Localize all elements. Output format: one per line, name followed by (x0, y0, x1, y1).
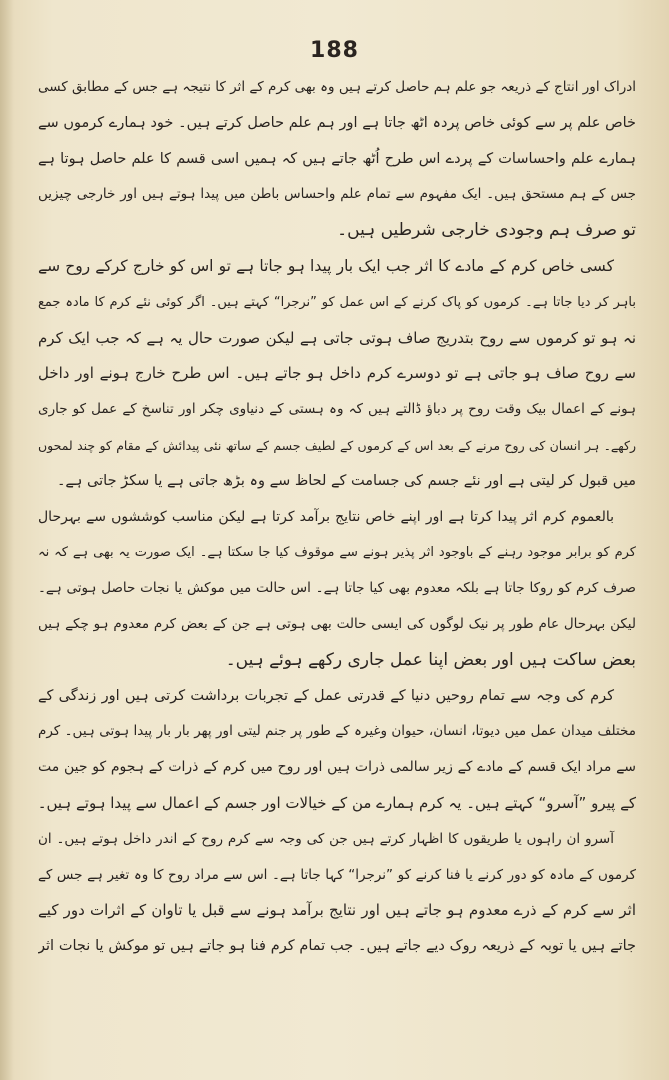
text-line: کرم کی وجہ سے تمام روحیں دنیا کے قدرتی عمل کے تجربات برداشت کرتی ہیں اور زندگی کے (38, 687, 614, 704)
text-line: سے مراد ایک قسم کے مادے کے زیر سالمی ذرات ہیں اور روح میں کرم کے ذرات کے ہجوم کو جین مت (38, 759, 636, 776)
page-spine-shadow (0, 0, 14, 1080)
text-line: بالعموم کرم اثر پیدا کرتا ہے اور اپنے خاص نتایج برآمد کرتا ہے لیکن مناسب کوششوں سے بہرحال (38, 508, 614, 525)
text-line: رکھے۔ ہر انسان کی روح مرنے کے بعد اس کے کرموں کے لطیف جسم کے ساتھ نئی پیدائش کے مقام کو چند لمحوں (38, 437, 636, 453)
page-number: 188 (310, 38, 359, 63)
text-line: اثر سے کرم کے ذرے معدوم ہو جاتے ہیں اور نتایج برآمد ہونے سے قبل یا تاوان کے اثرات دور کیے (38, 901, 636, 920)
text-line: خاص علم پر سے کوئی خاص پردہ اٹھ جاتا ہے اور ہم علم حاصل کرتے ہیں۔ خود ہمارے کرموں سے (38, 114, 636, 131)
text-line: بعض ساکت ہیں اور بعض اپنا عمل جاری رکھے ہوئے ہیں۔ (225, 649, 636, 670)
paragraph (38, 70, 636, 249)
text-line: ادراک اور انتاج کے ذریعہ جو علم ہم حاصل کرتے ہیں وہ بھی کرم کے اثر کا نتیجہ ہے جس کے مطابق کسی (38, 79, 636, 95)
text-line: لیکن بہرحال عام طور پر نیک لوگوں کی ایسی حالت بھی ہوتی ہے جن کے بعض کرم معدوم ہو چکے ہیں (38, 615, 636, 632)
text-line: جس کے ہم مستحق ہیں۔ ایک مفہوم سے تمام علم واحساس باطن میں پیدا ہوتے ہیں اور خارجی چیزیں (38, 186, 636, 203)
text-line: کے پیرو ”آسرو“ کہتے ہیں۔ یہ کرم ہمارے من کے خیالات اور جسم کے اعمال سے پیدا ہوتے ہیں۔ (38, 793, 636, 812)
text-line: کرم کو برابر موجود رہنے کے باوجود اثر پذیر ہونے سے موقوف کیا جا سکتا ہے۔ ایک صورت یہ بھی ہے کہ نہ (38, 545, 636, 561)
text-line: کسی خاص کرم کے مادے کا اثر جب ایک بار پیدا ہو جاتا ہے تو اس کو خارج کرکے روح سے (38, 256, 614, 275)
text-line: میں قبول کر لیتی ہے اور نئے جسم کی جسامت کے لحاظ سے وہ بڑھ جاتی ہے یا سکڑ جاتی ہے۔ (56, 472, 636, 489)
text-line: ہونے کے اعمال بیک وقت روح پر دباؤ ڈالتے ہیں کہ وہ ہستی کے دنیاوی چکر اور تناسخ کے عمل کو جاری (38, 401, 636, 418)
paragraph (38, 249, 636, 500)
text-line: باہر کر دیا جاتا ہے۔ کرموں کو پاک کرنے کے اس عمل کو ”نرجرا“ کہتے ہیں۔ اگر کوئی نئے کرم کا مادہ جمع (38, 294, 636, 310)
text-line: صرف کرم کو روکا جاتا ہے بلکہ معدوم بھی کیا جاتا ہے۔ اس حالت میں موکش یا نجات حاصل ہوتی ہے۔ (38, 580, 636, 597)
text-line: آسرو ان راہوں یا طریقوں کا اظہار کرتے ہیں جن کی وجہ سے کرم روح کے اندر داخل ہوتے ہیں۔ ان (38, 830, 614, 847)
text-line: ہمارے علم واحساسات کے پردے اس طرح اُٹھ جاتے ہیں کہ ہمیں اسی قسم کا علم حاصل ہوتا ہے (38, 150, 636, 167)
text-line: جاتے ہیں یا توبہ کے ذریعہ روک دیے جاتے ہیں۔ جب تمام کرم فنا ہو جاتے ہیں تو موکش یا نجات اثر (38, 938, 636, 955)
text-line: سے روح صاف ہو جاتی ہے تو دوسرے کرم داخل ہو جاتے ہیں۔ اس طرح خارج ہونے اور داخل (38, 364, 636, 383)
urdu-text-body (38, 70, 636, 965)
paragraph (38, 500, 636, 679)
text-line: کرموں کے مادہ کو دور کرنے یا فنا کرنے کو ”نرجرا“ کہا جاتا ہے۔ اس سے مراد روح کا وہ تغیر ہے جس کے (38, 866, 636, 883)
text-line: مختلف میدان عمل میں دیوتا، انسان، حیوان وغیرہ کے طور پر جنم لیتی اور پھر بار بار پیدا ہوتی ہیں۔ کرم (38, 723, 636, 740)
paragraph (38, 679, 636, 965)
text-line: تو صرف ہم وجودی خارجی شرطیں ہیں۔ (337, 220, 636, 241)
text-line: نہ ہو تو کرموں سے روح بتدریج صاف ہوتی جاتی ہے لیکن صورت حال یہ ہے کہ جب ایک کرم (38, 328, 636, 347)
